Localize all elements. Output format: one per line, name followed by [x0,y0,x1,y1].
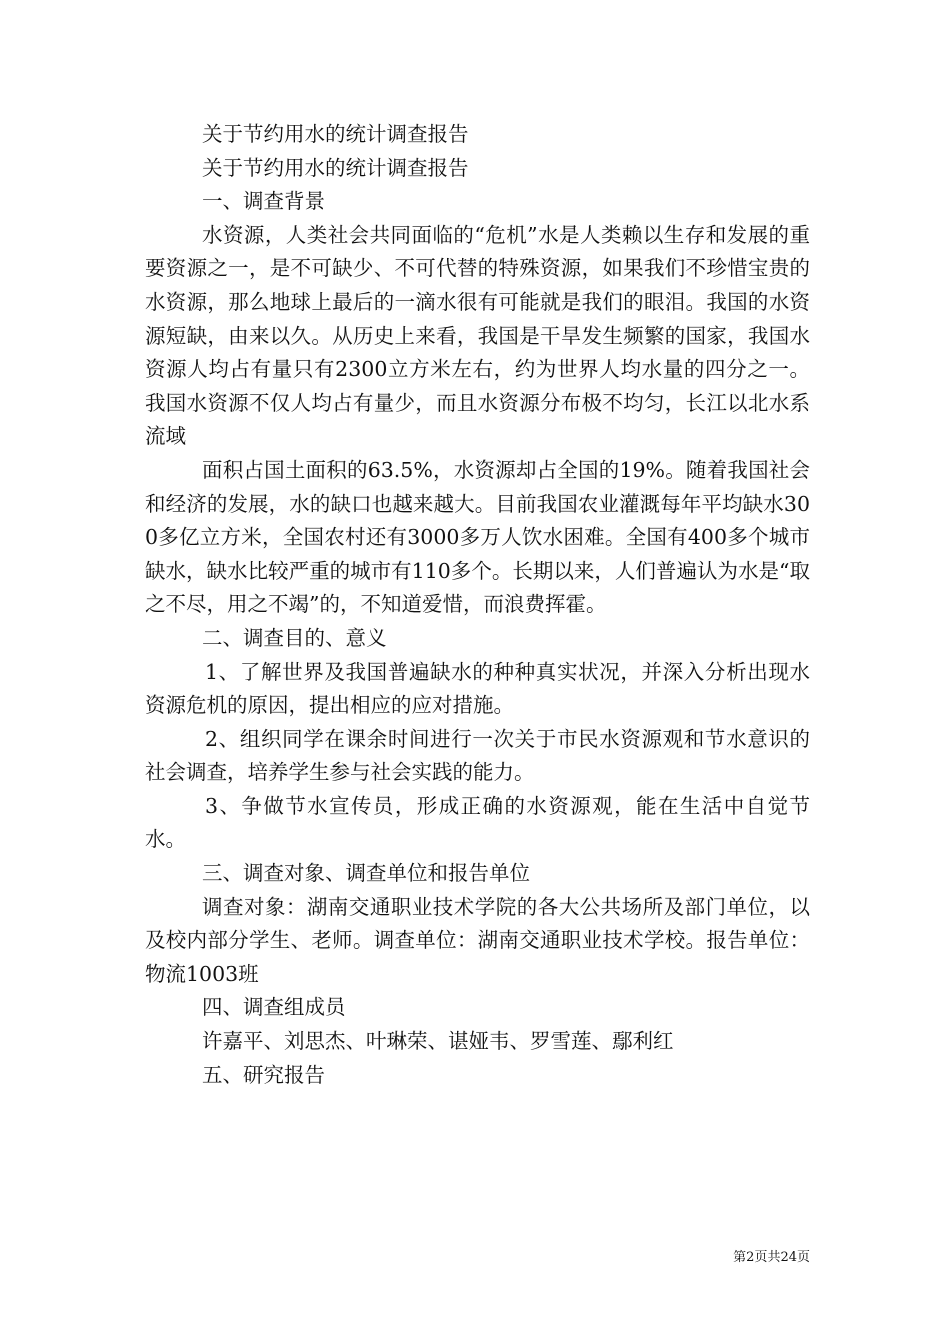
section-heading-report: 五、研究报告 [202,1062,325,1087]
section-heading-background: 一、调查背景 [202,189,325,214]
page-number-footer: 第2页共24页 [733,1250,810,1265]
paragraph-purpose-2: 2、组织同学在课余时间进行一次关于市民水资源观和节水意识的社会调查，培养学生参与社会实践的能力。 [145,726,810,785]
section-heading-purpose: 二、调查目的、意义 [202,625,387,650]
paragraph-purpose-1: 1、了解世界及我国普遍缺水的种种真实状况，并深入分析出现水资源危机的原因，提出相应的应对措施。 [145,659,810,718]
paragraph-subjects: 调查对象：湖南交通职业技术学院的各大公共场所及部门单位，以及校内部分学生、老师。调查单位：湖南交通职业技术学校。报告单位：物流1003班 [145,894,810,986]
section-heading-members: 四、调查组成员 [202,995,346,1020]
section-heading-subjects: 三、调查对象、调查单位和报告单位 [202,861,530,886]
paragraph-background-1: 水资源，人类社会共同面临的“危机”水是人类赖以生存和发展的重要资源之一，是不可缺少、不可代替的特殊资源，如果我们不珍惜宝贵的水资源，那么地球上最后的一滴水很有可能就是我们的眼泪。我国的水资源短缺，由来以久。从历史上来看，我国是干旱发生频繁的国家，我国水资源人均占有量只有2300立方米左右，约为世界人均水量的四分之一。我国水资源不仅人均占有量少，而且水资源分布极不均匀，长江以北水系流域 [145,222,810,449]
document-title: 关于节约用水的统计调查报告 [202,122,469,146]
document-subtitle: 关于节约用水的统计调查报告 [202,155,469,180]
document-body [145,118,810,1092]
paragraph-background-2: 面积占国土面积的63.5%，水资源却占全国的19%。随着我国社会和经济的发展，水的缺口也越来越大。目前我国农业灌溉每年平均缺水300多亿立方米，全国农村还有3000多万人饮水困难。全国有400多个城市缺水，缺水比较严重的城市有110多个。长期以来，人们普遍认为水是“取之不尽，用之不竭”的，不知道爱惜，而浪费挥霍。 [145,457,810,617]
paragraph-members: 许嘉平、刘思杰、叶琳荣、谌娅韦、罗雪莲、鄢利红 [202,1029,674,1054]
paragraph-purpose-3: 3、争做节水宣传员，形成正确的水资源观，能在生活中自觉节水。 [145,793,810,852]
